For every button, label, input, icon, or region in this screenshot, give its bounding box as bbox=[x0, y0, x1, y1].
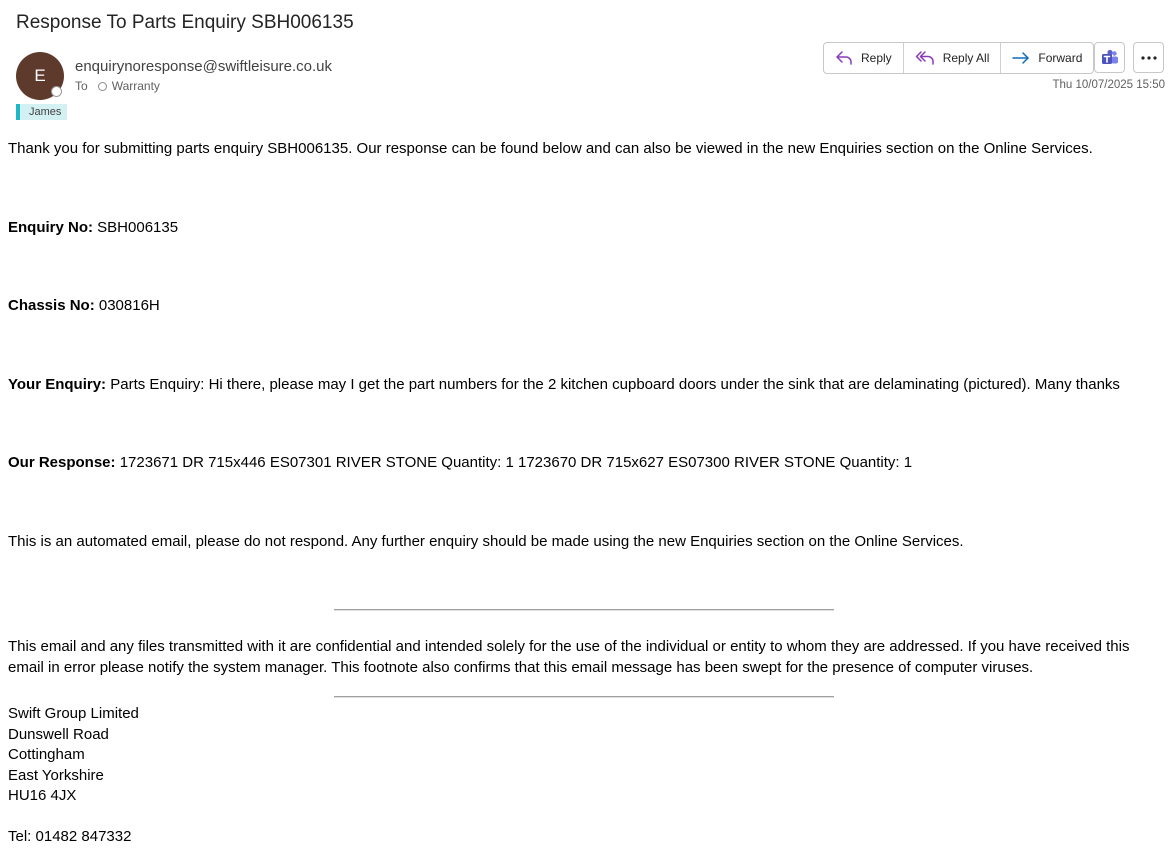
chassis-no-line bbox=[8, 297, 160, 314]
category-tag[interactable]: James bbox=[16, 104, 67, 120]
company-address bbox=[8, 704, 139, 848]
sender-email[interactable]: enquirynoresponse@swiftleisure.co.uk bbox=[75, 58, 333, 75]
enquiry-no-value: SBH006135 bbox=[93, 219, 179, 236]
our-response-line bbox=[8, 454, 912, 471]
reply-button[interactable] bbox=[824, 43, 904, 73]
enquiry-no-label: Enquiry No: bbox=[8, 219, 93, 236]
your-enquiry-value: Parts Enquiry: Hi there, please may I get the part numbers for the 2 kitchen cupboard doors under the sink that are delaminating (pictured). Many thanks bbox=[106, 376, 1120, 393]
reply-icon bbox=[835, 50, 853, 66]
more-actions-button[interactable] bbox=[1133, 42, 1164, 73]
enquiry-no-line bbox=[8, 219, 178, 236]
your-enquiry-label: Your Enquiry: bbox=[8, 376, 107, 393]
more-options-icon bbox=[1141, 56, 1157, 60]
intro-paragraph: Thank you for submitting parts enquiry SBH006135. Our response can be found below and can also be viewed in the new Enquiries section on the Online Services. bbox=[8, 140, 1093, 157]
divider-bottom bbox=[334, 696, 834, 698]
address-company: Swift Group Limited bbox=[8, 705, 139, 722]
presence-status-icon bbox=[51, 86, 62, 97]
recipients-line bbox=[75, 79, 160, 93]
our-response-label: Our Response: bbox=[8, 454, 116, 471]
email-subject: Response To Parts Enquiry SBH006135 bbox=[16, 12, 354, 33]
teams-icon bbox=[1101, 49, 1119, 67]
to-label: To bbox=[75, 79, 88, 93]
address-postcode: HU16 4JX bbox=[8, 787, 77, 804]
recipient-name[interactable]: Warranty bbox=[111, 79, 160, 93]
confidentiality-footnote: This email and any files transmitted with it are confidential and intended solely for the use of the individual or entity to whom they are addressed. If you have received this email in error please notify the system manager. This footnote also confirms that this email message has been swept for the presence of computer viruses. bbox=[8, 638, 1130, 676]
address-telephone: Tel: 01482 847332 bbox=[8, 828, 132, 845]
address-spacer bbox=[8, 807, 139, 828]
received-date: Thu 10/07/2025 15:50 bbox=[1052, 79, 1165, 91]
reply-all-button[interactable] bbox=[904, 43, 1002, 73]
your-enquiry-line bbox=[8, 376, 1120, 393]
recipient-presence-icon bbox=[98, 82, 107, 91]
avatar-initial: E bbox=[34, 66, 46, 85]
reply-label: Reply bbox=[861, 51, 892, 65]
address-town: Cottingham bbox=[8, 746, 85, 763]
forward-button[interactable] bbox=[1001, 43, 1093, 73]
divider-top bbox=[334, 609, 834, 611]
forward-icon bbox=[1012, 50, 1030, 66]
address-street: Dunswell Road bbox=[8, 725, 109, 743]
automated-notice: This is an automated email, please do not respond. Any further enquiry should be made using the new Enquiries section on the Online Services. bbox=[8, 533, 964, 550]
reply-all-icon bbox=[915, 50, 935, 66]
chassis-no-label: Chassis No: bbox=[8, 297, 95, 314]
reply-all-label: Reply All bbox=[942, 51, 990, 65]
chassis-no-value: 030816H bbox=[94, 297, 160, 314]
address-county: East Yorkshire bbox=[8, 766, 104, 784]
teams-chat-button[interactable] bbox=[1094, 42, 1125, 73]
forward-label: Forward bbox=[1038, 51, 1083, 65]
our-response-value: 1723671 DR 715x446 ES07301 RIVER STONE Quantity: 1 1723670 DR 715x627 ES07300 RIVER STONE Quantity: 1 bbox=[115, 454, 913, 471]
message-actions-toolbar bbox=[823, 42, 1094, 74]
